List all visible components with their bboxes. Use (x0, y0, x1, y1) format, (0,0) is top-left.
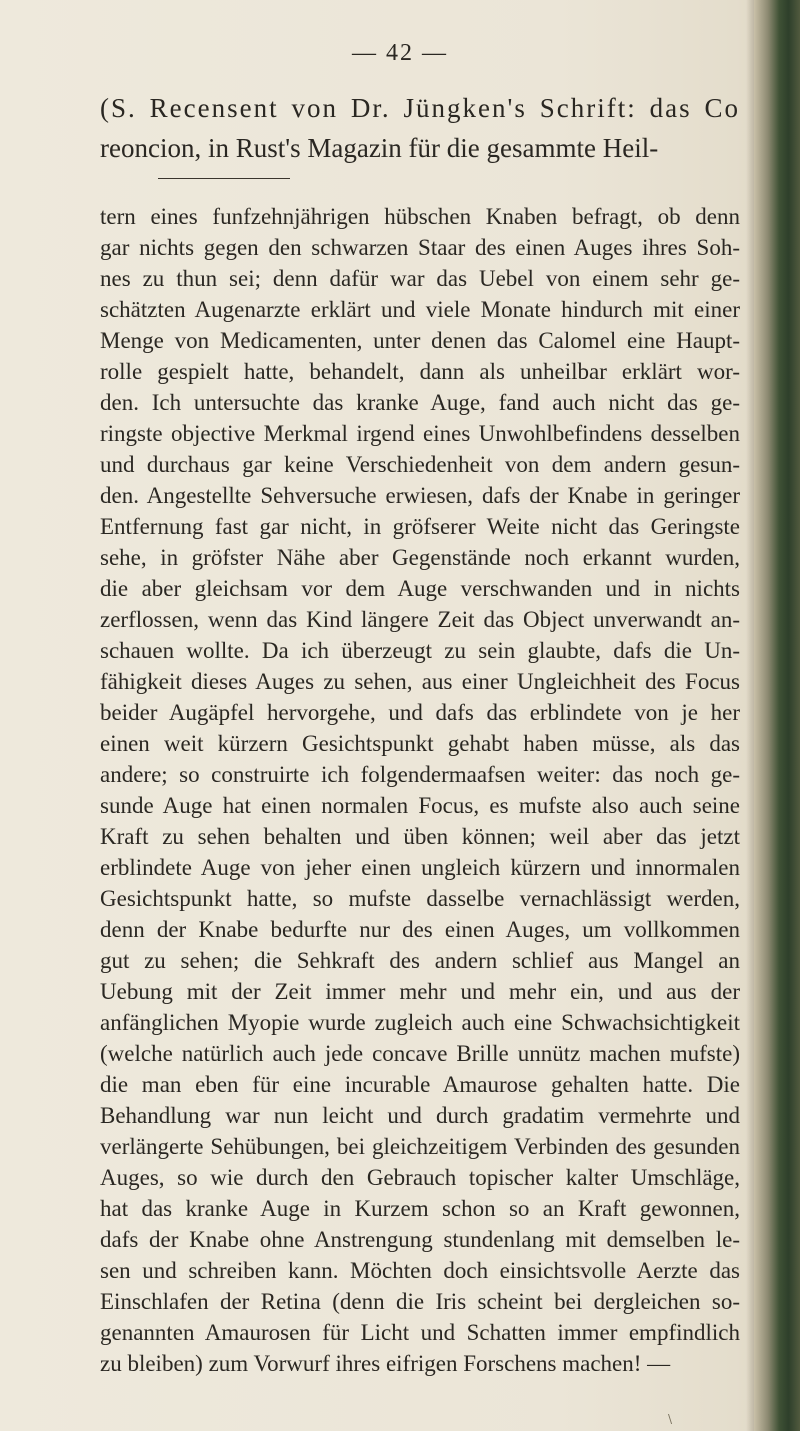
text-line: verlängerte Sehübungen, bei gleichzeitigem Verbinden des gesunden (100, 1134, 740, 1159)
text-line: hat das kranke Auge in Kurzem schon so an Kraft gewonnen, (100, 1196, 740, 1221)
text-line: schätzten Augenarzte erklärt und viele Monate hindurch mit einer (100, 297, 740, 322)
text-line: Auges, so wie durch den Gebrauch topischer kalter Umschläge, (100, 1165, 740, 1190)
text-line: genannten Amaurosen für Licht und Schatten immer empfindlich (100, 1320, 740, 1345)
text-line: Kraft zu sehen behalten und üben können; weil aber das jetzt (100, 824, 740, 849)
text-line: Behandlung war nun leicht und durch gradatim vermehrte und (100, 1103, 740, 1128)
text-line: sehe, in gröfster Nähe aber Gegenstände noch erkannt wurden, (100, 545, 740, 570)
text-line: fähigkeit dieses Auges zu sehen, aus einer Ungleichheit des Focus (100, 669, 740, 694)
text-line: Uebung mit der Zeit immer mehr und mehr ein, und aus der (100, 979, 740, 1004)
text-line: den. Angestellte Sehversuche erwiesen, dafs der Knabe in geringer (100, 483, 740, 508)
text-line: nes zu thun sei; denn dafür war das Uebel von einem sehr ge- (100, 266, 740, 291)
text-line: einen weit kürzern Gesichtspunkt gehabt haben müsse, als das (100, 731, 740, 756)
text-line: und durchaus gar keine Verschiedenheit von dem andern gesun- (100, 452, 740, 477)
page-number: — 42 — (352, 40, 448, 66)
text-line: ringste objective Merkmal irgend eines Unwohlbefindens desselben (100, 421, 740, 446)
text-line: die aber gleichsam vor dem Auge verschwanden und in nichts (100, 576, 740, 601)
text-line: tern eines funfzehnjährigen hübschen Knaben befragt, ob denn (100, 204, 740, 229)
text-line: sunde Auge hat einen normalen Focus, es mufste also auch seine (100, 793, 740, 818)
text-line: (welche natürlich auch jede concave Brille unnütz machen mufste) (100, 1041, 740, 1066)
text-line: sen und schreiben kann. Möchten doch einsichtsvolle Aerzte das (100, 1258, 740, 1283)
section-divider (158, 178, 290, 179)
text-line: gar nichts gegen den schwarzen Staar des einen Auges ihres Soh- (100, 235, 740, 260)
book-spine-edge (754, 0, 800, 1431)
printer-mark: \ (668, 1412, 673, 1426)
heading-line: reoncion, in Rust's Magazin für die gesammte Heil- (100, 133, 659, 163)
text-line: schauen wollte. Da ich überzeugt zu sein glaubte, dafs die Un- (100, 638, 740, 663)
text-line: zu bleiben) zum Vorwurf ihres eifrigen Forschens machen! — (100, 1351, 671, 1376)
text-line: Menge von Medicamenten, unter denen das Calomel eine Haupt- (100, 328, 740, 353)
text-line: denn der Knabe bedurfte nur des einen Auges, um vollkommen (100, 917, 740, 942)
text-line: Entfernung fast gar nicht, in gröfserer Weite nicht das Geringste (100, 514, 740, 539)
text-line: die man eben für eine incurable Amaurose gehalten hatte. Die (100, 1072, 740, 1097)
page-gutter-shadow (746, 0, 754, 1431)
text-line: Einschlafen der Retina (denn die Iris scheint bei dergleichen so- (100, 1289, 740, 1314)
text-line: andere; so construirte ich folgendermaafsen weiter: das noch ge- (100, 762, 740, 787)
text-line: gut zu sehen; die Sehkraft des andern schlief aus Mangel an (100, 948, 740, 973)
text-line: Gesichtspunkt hatte, so mufste dasselbe vernachlässigt werden, (100, 886, 740, 911)
text-line: zerflossen, wenn das Kind längere Zeit das Object unverwandt an- (100, 607, 740, 632)
text-line: den. Ich untersuchte das kranke Auge, fand auch nicht das ge- (100, 390, 740, 415)
text-line: anfänglichen Myopie wurde zugleich auch eine Schwachsichtigkeit (100, 1010, 740, 1035)
text-line: erblindete Auge von jeher einen ungleich kürzern und innormalen (100, 855, 740, 880)
text-line: rolle gespielt hatte, behandelt, dann als unheilbar erklärt wor- (100, 359, 740, 384)
body-text (100, 201, 740, 1379)
section-heading (100, 88, 740, 168)
text-line: beider Augäpfel hervorgehe, und dafs das erblindete von je her (100, 700, 740, 725)
heading-line: (S. Recensent von Dr. Jüngken's Schrift: das Co (100, 93, 740, 123)
text-line: dafs der Knabe ohne Anstrengung stundenlang mit demselben le- (100, 1227, 740, 1252)
